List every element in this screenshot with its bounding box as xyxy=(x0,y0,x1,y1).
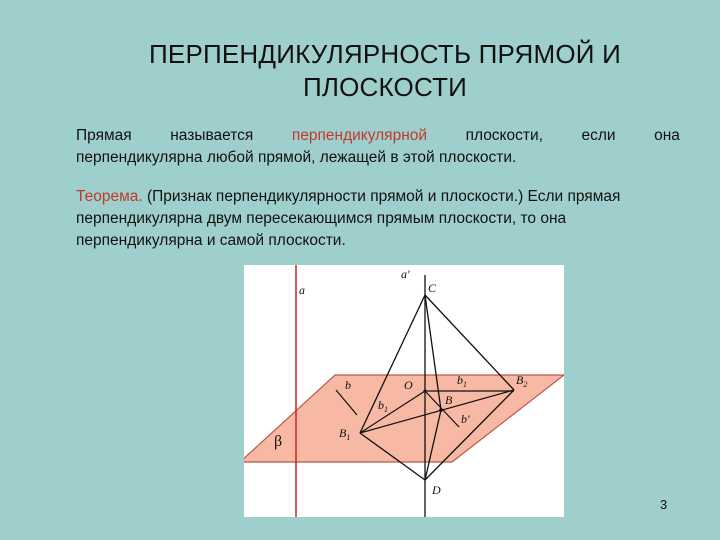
theorem-label: Теорема. xyxy=(76,188,143,205)
definition-word: она xyxy=(654,127,680,144)
title-line-2: ПЛОСКОСТИ xyxy=(302,72,468,102)
definition-line-1 xyxy=(76,125,680,147)
point-O xyxy=(423,389,426,392)
figure-svg xyxy=(244,265,564,517)
label-B2-sub: 2 xyxy=(523,380,528,389)
definition-term: перпендикулярной xyxy=(291,127,428,144)
label-b-prime: b' xyxy=(461,412,470,426)
label-C: C xyxy=(428,281,437,295)
slide-title xyxy=(100,38,670,104)
definition-line-2: перпендикулярна любой прямой, лежащей в этой плоскости. xyxy=(76,149,517,166)
label-a-prime: a' xyxy=(401,267,410,281)
title-line-1: ПЕРПЕНДИКУЛЯРНОСТЬ ПРЯМОЙ И xyxy=(149,39,621,69)
point-B xyxy=(439,408,443,412)
definition-word: плоскости, xyxy=(465,127,543,144)
geometry-figure xyxy=(244,265,564,517)
label-a: a xyxy=(299,283,305,297)
label-beta: β xyxy=(274,433,283,450)
page-number: 3 xyxy=(660,497,668,512)
definition-word: называется xyxy=(170,127,254,144)
label-B1-main: B xyxy=(339,426,347,440)
definition-text xyxy=(76,125,680,169)
definition-word: Прямая xyxy=(76,127,132,144)
label-B2-main: B xyxy=(516,373,524,387)
label-b1-right-main: b xyxy=(457,373,463,387)
label-b1-right-sub: 1 xyxy=(463,380,467,389)
label-O: O xyxy=(404,378,413,392)
label-b: b xyxy=(345,378,351,392)
theorem-body: (Признак перпендикулярности прямой и плоскости.) Если прямая перпендикулярна двум пересекающимся прямым плоскости, то она перпендикулярна и самой плоскости. xyxy=(76,188,621,249)
label-B: B xyxy=(445,393,453,407)
label-D: D xyxy=(432,483,441,497)
theorem-text xyxy=(76,186,680,252)
definition-word: если xyxy=(581,127,616,144)
label-b1-left-main: b xyxy=(378,398,384,412)
label-b1-left-sub: 1 xyxy=(384,405,388,414)
label-B1-sub: 1 xyxy=(346,433,351,442)
